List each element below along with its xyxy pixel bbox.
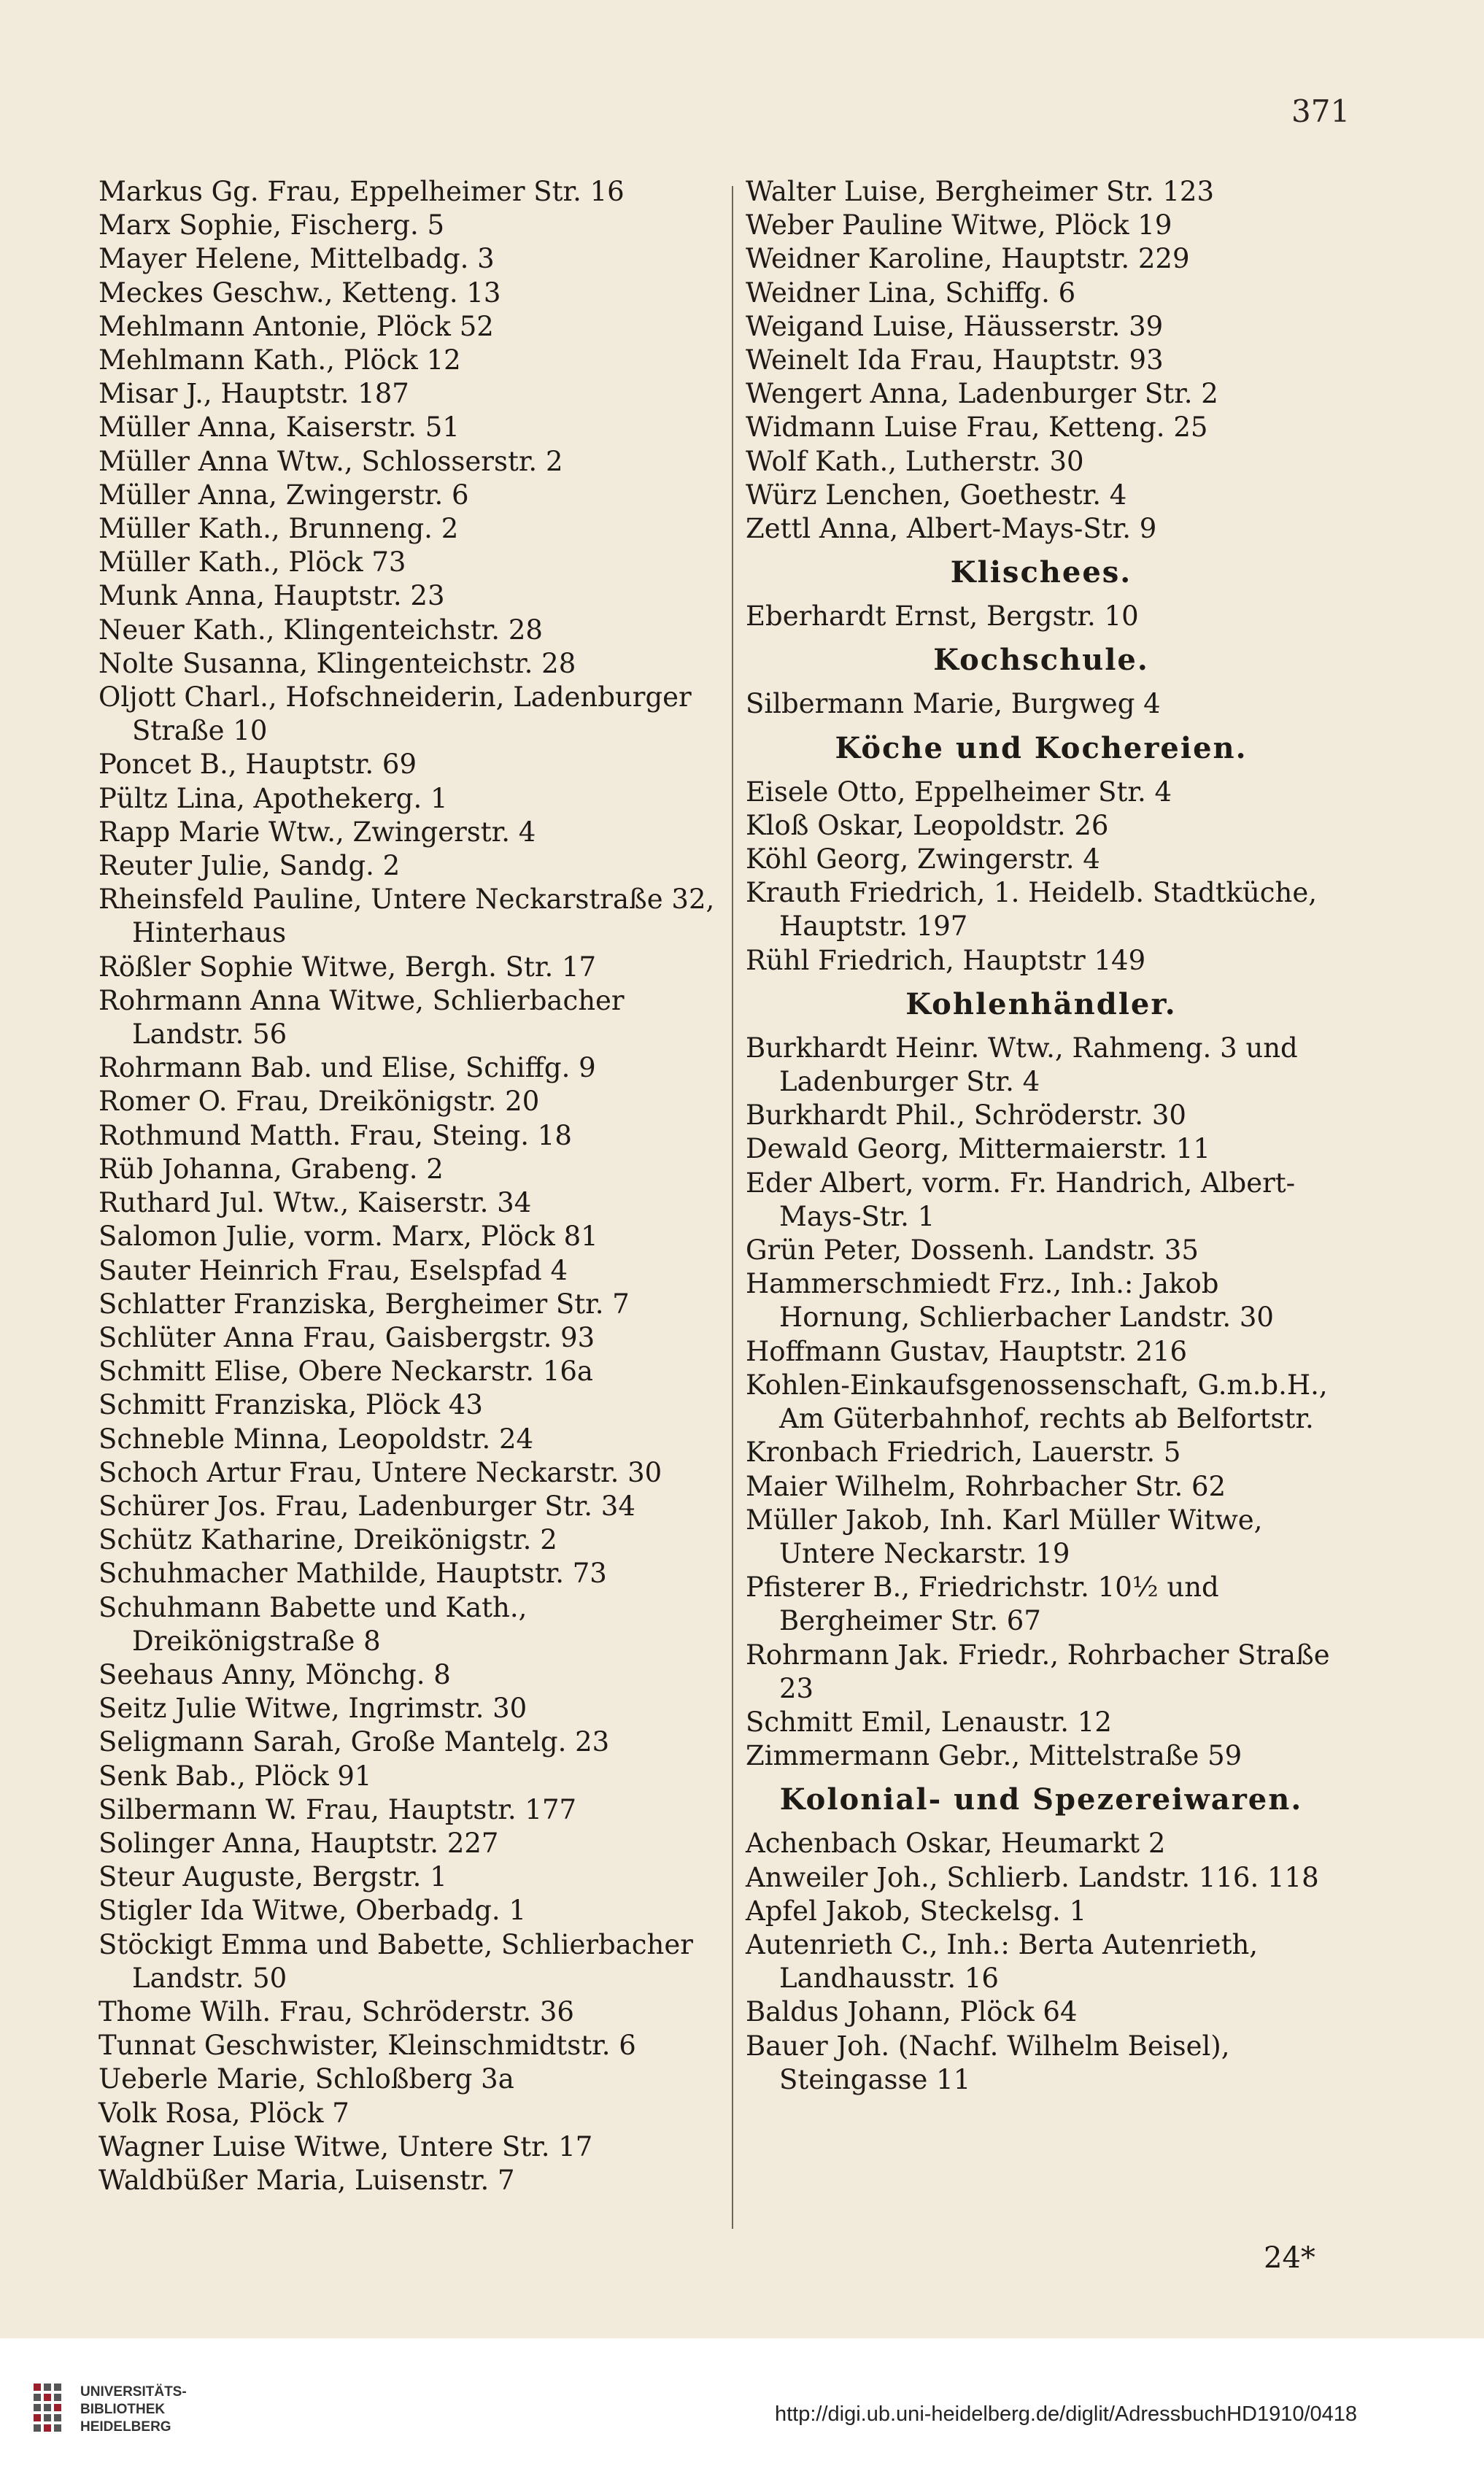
- section-heading: Kolonial- und Spezereiwaren.: [779, 1782, 1303, 1817]
- right-column: [746, 175, 1337, 2097]
- library-name-line1: UNIVERSITÄTS-: [80, 2384, 187, 2400]
- directory-entry: Stöckigt Emma und Babette, Schlierbacher Landstr. 50: [98, 1928, 693, 1994]
- section-heading: Köche und Kochereien.: [835, 730, 1248, 765]
- directory-entry: Kloß Oskar, Leopoldstr. 26: [746, 809, 1109, 841]
- directory-entry: Rohrmann Bab. und Elise, Schiffg. 9: [98, 1052, 596, 1084]
- section-heading: Klischees.: [950, 555, 1132, 590]
- directory-entry: Müller Kath., Plöck 73: [98, 546, 406, 579]
- right-continued-entries: [746, 175, 1337, 546]
- directory-entry: Eder Albert, vorm. Fr. Handrich, Albert-Mays-Str. 1: [746, 1167, 1296, 1232]
- directory-entry: Autenrieth C., Inh.: Berta Autenrieth, Landhausstr. 16: [746, 1928, 1259, 1995]
- directory-entry: Walter Luise, Bergheimer Str. 123: [746, 176, 1214, 207]
- directory-entry: Schoch Artur Frau, Untere Neckarstr. 30: [98, 1456, 662, 1488]
- directory-entry: Wagner Luise Witwe, Untere Str. 17: [98, 2130, 593, 2162]
- directory-entry: Silbermann Marie, Burgweg 4: [746, 688, 1161, 720]
- directory-entry: Hammerschmiedt Frz., Inh.: Jakob Hornung, Schlierbacher Landstr. 30: [746, 1268, 1274, 1334]
- directory-entry: Weinelt Ida Frau, Hauptstr. 93: [746, 344, 1164, 376]
- directory-entry: Seehaus Anny, Mönchg. 8: [98, 1658, 451, 1690]
- directory-entry: Schütz Katharine, Dreikönigstr. 2: [98, 1524, 557, 1556]
- directory-entry: Nolte Susanna, Klingenteichstr. 28: [98, 647, 576, 679]
- library-logo-icon: [31, 2381, 66, 2439]
- directory-entry: Köhl Georg, Zwingerstr. 4: [746, 843, 1100, 875]
- source-url-link[interactable]: http://digi.ub.uni-heidelberg.de/diglit/AdressbuchHD1910/0418: [775, 2402, 1358, 2426]
- directory-entry: Wengert Anna, Ladenburger Str. 2: [746, 378, 1218, 410]
- directory-entry: Zettl Anna, Albert-Mays-Str. 9: [746, 513, 1157, 545]
- directory-entry: Misar J., Hauptstr. 187: [98, 378, 409, 410]
- directory-entry: Schmitt Elise, Obere Neckarstr. 16a: [98, 1356, 593, 1388]
- directory-entry: Hoffmann Gustav, Hauptstr. 216: [746, 1335, 1188, 1367]
- directory-entry: Seligmann Sarah, Große Mantelg. 23: [98, 1726, 610, 1758]
- directory-entry: Rheinsfeld Pauline, Untere Neckarstraße 32, Hinterhaus: [98, 884, 715, 949]
- library-name-line3: HEIDELBERG: [80, 2419, 171, 2435]
- directory-entry: Wolf Kath., Lutherstr. 30: [746, 445, 1084, 477]
- directory-entry: Müller Jakob, Inh. Karl Müller Witwe, Untere Neckarstr. 19: [746, 1504, 1263, 1569]
- directory-entry: Pfisterer B., Friedrichstr. 10½ und Bergheimer Str. 67: [746, 1571, 1219, 1637]
- directory-entry: Eisele Otto, Eppelheimer Str. 4: [746, 776, 1172, 808]
- right-sections: [746, 546, 1337, 2097]
- directory-entry: Krauth Friedrich, 1. Heidelb. Stadtküche, Hauptstr. 197: [746, 877, 1318, 943]
- directory-entry: Müller Anna Wtw., Schlosserstr. 2: [98, 445, 563, 477]
- directory-entry: Baldus Johann, Plöck 64: [746, 1996, 1078, 2028]
- section-heading: Kochschule.: [933, 643, 1149, 678]
- directory-entry: Oljott Charl., Hofschneiderin, Ladenburger Straße 10: [98, 681, 692, 747]
- directory-entry: Burkhardt Heinr. Wtw., Rahmeng. 3 und Ladenburger Str. 4: [746, 1032, 1298, 1098]
- directory-entry: Salomon Julie, vorm. Marx, Plöck 81: [98, 1221, 598, 1253]
- directory-entry: Mayer Helene, Mittelbadg. 3: [98, 243, 495, 275]
- directory-entry: Müller Anna, Kaiserstr. 51: [98, 411, 460, 444]
- directory-entry: Markus Gg. Frau, Eppelheimer Str. 16: [98, 176, 625, 207]
- directory-entry: Solinger Anna, Hauptstr. 227: [98, 1827, 499, 1859]
- directory-entry: Poncet B., Hauptstr. 69: [98, 749, 417, 781]
- directory-entry: Sauter Heinrich Frau, Eselspfad 4: [98, 1254, 568, 1286]
- directory-entry: Dewald Georg, Mittermaierstr. 11: [746, 1133, 1210, 1165]
- directory-entry: Marx Sophie, Fischerg. 5: [98, 209, 445, 241]
- directory-entry: Rohrmann Anna Witwe, Schlierbacher Landstr. 56: [98, 984, 625, 1051]
- directory-entry: Ueberle Marie, Schloßberg 3a: [98, 2063, 514, 2095]
- directory-entry: Kronbach Friedrich, Lauerstr. 5: [746, 1437, 1181, 1469]
- directory-entry: Schürer Jos. Frau, Ladenburger Str. 34: [98, 1490, 635, 1522]
- directory-entry: Thome Wilh. Frau, Schröderstr. 36: [98, 1995, 574, 2027]
- directory-entry: Eberhardt Ernst, Bergstr. 10: [746, 600, 1139, 633]
- directory-entry: Weidner Lina, Schiffg. 6: [746, 277, 1076, 309]
- signature-mark: 24*: [1264, 2241, 1315, 2275]
- directory-entry: Schuhmann Babette und Kath., Dreikönigstraße 8: [98, 1591, 527, 1657]
- directory-entry: Weber Pauline Witwe, Plöck 19: [746, 209, 1172, 241]
- directory-entry: Schmitt Emil, Lenaustr. 12: [746, 1706, 1112, 1738]
- directory-entry: Apfel Jakob, Steckelsg. 1: [746, 1895, 1087, 1927]
- directory-entry: Schlatter Franziska, Bergheimer Str. 7: [98, 1288, 630, 1320]
- directory-entry: Rothmund Matth. Frau, Steing. 18: [98, 1119, 572, 1151]
- directory-entry: Rößler Sophie Witwe, Bergh. Str. 17: [98, 951, 597, 983]
- directory-entry: Ruthard Jul. Wtw., Kaiserstr. 34: [98, 1187, 532, 1219]
- directory-entry: Weidner Karoline, Hauptstr. 229: [746, 243, 1190, 275]
- directory-entry: Tunnat Geschwister, Kleinschmidtstr. 6: [98, 2030, 636, 2062]
- directory-entry: Volk Rosa, Plöck 7: [98, 2097, 349, 2129]
- directory-entry: Würz Lenchen, Goethestr. 4: [746, 479, 1127, 511]
- footer-bar: [0, 2338, 1484, 2482]
- directory-entry: Weigand Luise, Häusserstr. 39: [746, 310, 1164, 342]
- directory-entry: Schuhmacher Mathilde, Hauptstr. 73: [98, 1558, 607, 1590]
- directory-entry: Reuter Julie, Sandg. 2: [98, 850, 401, 882]
- directory-entry: Kohlen-Einkaufsgenossenschaft, G.m.b.H., Am Güterbahnhof, rechts ab Belfortstr.: [746, 1369, 1328, 1435]
- directory-entry: Munk Anna, Hauptstr. 23: [98, 580, 445, 612]
- directory-entry: Stigler Ida Witwe, Oberbadg. 1: [98, 1895, 526, 1927]
- directory-entry: Anweiler Joh., Schlierb. Landstr. 116. 118: [746, 1861, 1319, 1893]
- directory-entry: Seitz Julie Witwe, Ingrimstr. 30: [98, 1693, 527, 1725]
- directory-entry: Bauer Joh. (Nachf. Wilhelm Beisel), Steingasse 11: [746, 2030, 1230, 2095]
- directory-entry: Mehlmann Antonie, Plöck 52: [98, 310, 494, 342]
- directory-entry: Zimmermann Gebr., Mittelstraße 59: [746, 1740, 1243, 1772]
- directory-entry: Müller Anna, Zwingerstr. 6: [98, 479, 469, 511]
- directory-entry: Achenbach Oskar, Heumarkt 2: [746, 1828, 1166, 1860]
- directory-entry: Romer O. Frau, Dreikönigstr. 20: [98, 1086, 540, 1118]
- directory-entry: Maier Wilhelm, Rohrbacher Str. 62: [746, 1470, 1226, 1502]
- directory-entry: Schmitt Franziska, Plöck 43: [98, 1389, 483, 1421]
- library-name: [80, 2384, 187, 2436]
- directory-entry: Rühl Friedrich, Hauptstr 149: [746, 944, 1146, 976]
- directory-entry: Grün Peter, Dossenh. Landstr. 35: [746, 1234, 1199, 1267]
- directory-entry: Senk Bab., Plöck 91: [98, 1760, 372, 1792]
- left-column: [98, 175, 722, 2197]
- directory-entry: Schneble Minna, Leopoldstr. 24: [98, 1423, 534, 1455]
- directory-entry: Meckes Geschw., Ketteng. 13: [98, 277, 501, 309]
- directory-entry: Silbermann W. Frau, Hauptstr. 177: [98, 1793, 577, 1825]
- directory-entry: Müller Kath., Brunneng. 2: [98, 513, 459, 545]
- page-number: 371: [1291, 93, 1350, 129]
- section-heading: Kohlenhändler.: [905, 986, 1177, 1021]
- directory-entry: Mehlmann Kath., Plöck 12: [98, 344, 461, 376]
- directory-entry: Steur Auguste, Bergstr. 1: [98, 1861, 447, 1893]
- directory-entry: Rüb Johanna, Grabeng. 2: [98, 1153, 444, 1185]
- directory-entry: Pültz Lina, Apothekerg. 1: [98, 782, 448, 814]
- directory-entry: Rapp Marie Wtw., Zwingerstr. 4: [98, 816, 536, 848]
- directory-entry: Neuer Kath., Klingenteichstr. 28: [98, 614, 543, 646]
- directory-entry: Waldbüßer Maria, Luisenstr. 7: [98, 2164, 515, 2196]
- library-name-line2: BIBLIOTHEK: [80, 2402, 166, 2417]
- directory-entry: Widmann Luise Frau, Ketteng. 25: [746, 411, 1208, 444]
- column-divider: [732, 186, 733, 2229]
- directory-entry: Rohrmann Jak. Friedr., Rohrbacher Straße 23: [746, 1639, 1330, 1704]
- directory-entry: Burkhardt Phil., Schröderstr. 30: [746, 1099, 1186, 1132]
- directory-entry: Schlüter Anna Frau, Gaisbergstr. 93: [98, 1321, 595, 1353]
